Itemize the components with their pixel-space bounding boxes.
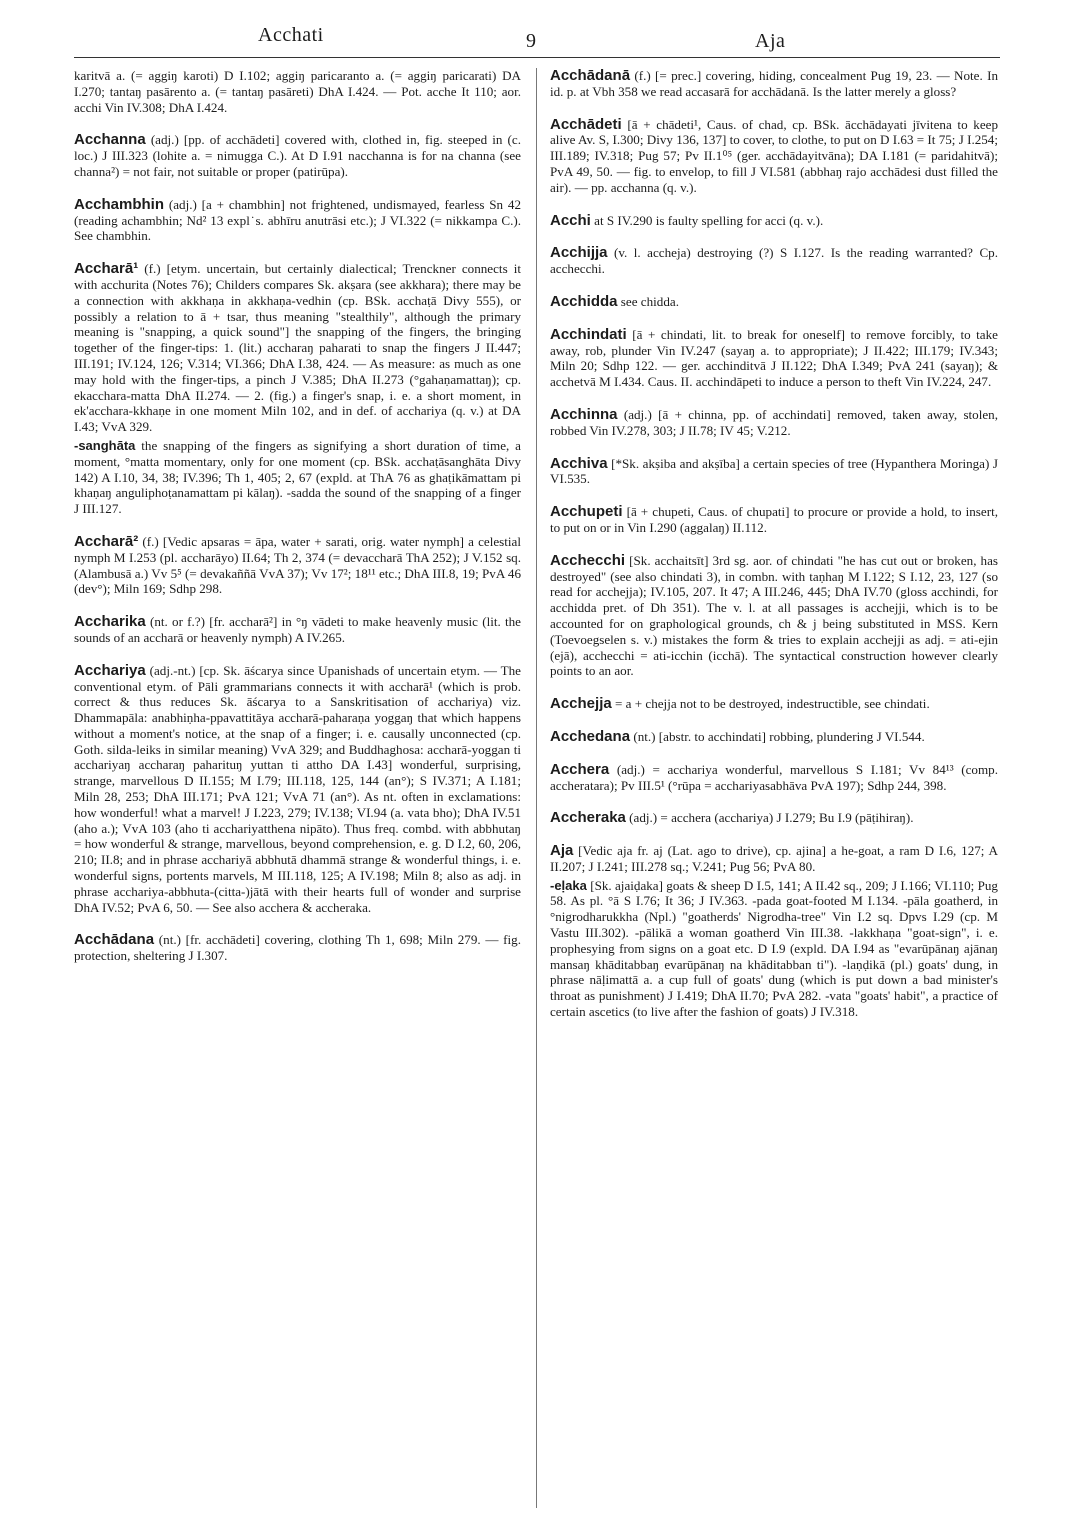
dictionary-entry: [550, 504, 998, 536]
entry-definition: (adj.) [ā + chinna, pp. of acchindati] removed, taken away, stolen, robbed Vin IV.278, 303; J II.78; IV 45; V.212.: [550, 406, 998, 438]
entry-definition: (nt.) [fr. acchādeti] covering, clothing Th 1, 698; Miln 279. — fig. protection, sheltering J I.307.: [74, 932, 521, 964]
entry-headword: Acchanna: [74, 131, 146, 149]
header-rule: [74, 57, 1000, 58]
dictionary-entry: [550, 762, 998, 794]
entry-headword: Acchijja: [550, 244, 608, 262]
entry-headword: Acchambhin: [74, 195, 165, 213]
entry-headword: Accharā¹: [74, 260, 139, 278]
entry-headword: Acchejja: [550, 695, 612, 713]
dictionary-entry: [550, 696, 998, 712]
entry-definition: (adj.-nt.) [cp. Sk. āścarya since Upanishads of uncertain etym. — The conventional etym. of Pāli grammarians connects it with accharā¹ (which is prob. correct & thus reduces Sk. āścarya to a Sanskritisation of acchariya) viz. Dhammapāla: anabhiṇha-ppavattitāya accharā-paharaṇa yoggaŋ that which happens without a moment's notice, at the snap of a finger; i. e. causally unconnected (cp. Goth. silda-leiks in similar meaning) VvA 329; and Buddhaghosa: accharā-yoggan ti acchariyaŋ accharaŋ paharituŋ yuttan ti attho DA I.43] wonderful, surprising, strange, marvellous D II.155; M I.79; III.118, 125, 144 (an°); S IV.371; A I.181; Miln 28, 253; DhA III.171; PvA 121; VvA 71 (an°). As nt. often in exclamations: how wonderful! what a marvel! J I.223, 279; IV.138; VI.94 (a. vata bho); DhA IV.51 (aho a.); VvA 103 (aho ti acchariyatthena nipāto). Thus freq. combd. with abbhutaŋ = how wonderful & strange, marvellous, beyond comprehension, e. g. D I.2, 60, 206, 210; II.8; and in phrase acchariyā abbhutā dhammā strange & wonderful things, i. e. wonderful signs, portents marvels, M III.118, 125; A IV.198; Miln 8; also as adj. in phrase acchariya-abbhuta-(citta-)jātā with their hearts full of wonder and surprise DhA IV.52; PvA 6, 50. — See also acchera & accheraka.: [74, 662, 521, 915]
entry-headword: Acchādana: [74, 931, 155, 949]
entry-definition: (adj.) [pp. of acchādeti] covered with, clothed in, fig. steeped in (c. loc.) J III.323 (lohite a. = nimugga C.). At D I.91 nacchanna is for na channa (see channa²) = not fair, not suitable or proper (patirūpa).: [74, 132, 521, 179]
entry-definition: (f.) [etym. uncertain, but certainly dialectical; Trenckner connects it with acchurita (Notes 76); Childers compares Sk. akṣara (see akkhara); there may be a connection with akkhaṇa in akkhaṇa-vedhin (cp. BSk. acchaṭā Divy 555), or possibly a relation to ā + tsar, thus meaning "stealthily", although the primary meaning is "snapping, a quick sound"] the snapping of the fingers, the bringing together of the finger-tips: 1. (lit.) accharaŋ paharati to snap the fingers J II.447; III.191; IV.124, 126; V.314; VI.366; DhA I.38, 424. — As measure: as much as one may hold with the finger-tips, a pinch J V.385; DhA II.273 (°gahaṇamattaŋ); cp. ekacchara-matta DhA II.274. — 2. (fig.) a finger's snap, i. e. a short moment, in ek'acchara-kkhaṇe in one moment Miln 102, and in def. of acchariya (q. v.) at DA I.43; VvA 329.: [74, 261, 521, 435]
entry-headword: Acchupeti: [550, 503, 623, 521]
entry-definition: [*Sk. akṣiba and akṣība] a certain species of tree (Hypanthera Moringa) J VI.535.: [550, 455, 998, 487]
entry-headword: Accharā²: [74, 532, 139, 550]
entry-headword: Acchariya: [74, 661, 146, 679]
dictionary-entry: [550, 294, 998, 310]
left-guideword: Acchati: [258, 24, 324, 46]
entry-definition: (v. l. accheja) destroying (?) S I.127. Is the reading warranted? Cp. acchecchi.: [550, 245, 998, 277]
dictionary-entry: [74, 534, 521, 597]
dictionary-entry: [550, 245, 998, 277]
dictionary-entry: [550, 68, 998, 100]
entry-definition: [Vedic aja fr. aj (Lat. ago to drive), cp. ajina] a he-goat, a ram D I.6, 127; A II.207; J I.241; III.278 sq.; V.241; Pug 56; PvA 80.: [550, 843, 998, 874]
entry-headword: Acchiva: [550, 454, 608, 472]
dictionary-entry: [74, 68, 521, 115]
dictionary-entry: [550, 456, 998, 488]
entry-definition: (adj.) [a + chambhin] not frightened, undismayed, fearless Sn 42 (reading achambhin; Nd² 13 expl˙s. abhīru anutrāsi etc.); J VI.322 (= nikkampa C.). See chambhin.: [74, 196, 521, 244]
column-divider: [536, 68, 537, 1508]
dictionary-entry: [74, 663, 521, 916]
entry-headword: Accharika: [74, 613, 146, 631]
entry-headword: Acchecchi: [550, 551, 626, 569]
dictionary-subentry: [550, 878, 998, 1020]
dictionary-entry: [74, 614, 521, 646]
dictionary-entry: [550, 729, 998, 745]
entry-definition: [ā + chindati, lit. to break for oneself] to remove forcibly, to take away, rob, plunder Vin IV.247 (sayaŋ a. to appropriate); J II.422; III.179; IV.343; Miln 20; Sdhp 122. — ger. acchinditvā J II.122; DhA I.349; PvA 241 (sayaŋ); & acchetvā M I.434. Caus. II. acchindāpeti to induce a person to theft Vin IV.224, 247.: [550, 326, 998, 390]
entry-headword: -sanghāta: [74, 437, 136, 453]
entry-definition: [ā + chupeti, Caus. of chupati] to procure or provide a hold, to insert, to put on or in Vin I.290 (aggalaŋ) II.112.: [550, 504, 998, 535]
entry-definition: = a + chejja not to be destroyed, indestructible, see chindati.: [614, 696, 930, 712]
entry-definition: (adj.) = acchera (acchariya) J I.279; Bu I.9 (pāṭihiraŋ).: [629, 810, 914, 826]
entry-headword: -eḷaka: [550, 877, 587, 893]
entry-headword: Acchinna: [550, 405, 618, 423]
entry-headword: Aja: [550, 842, 574, 860]
dictionary-entry: [74, 932, 521, 964]
entry-definition: (nt.) [abstr. to acchindati] robbing, plundering J VI.544.: [633, 728, 925, 744]
entry-headword: Acchindati: [550, 325, 627, 343]
entry-definition: see chidda.: [620, 293, 679, 309]
entry-definition: [Sk. ajaiḍaka] goats & sheep D I.5, 141; A II.42 sq., 209; J I.166; VI.110; Pug 58. As pl. °ā S I.76; It 36; J IV.363. -pada goat-footed M I.134. -pāla goatherd, in °nigrodharukkha (Npl.) "goatherds' Nigrodha-tree" Vin I.2 sq. Dpvs I.29 (cp. M Vastu III.302). -pālikā a woman goatherd Vin III.38. -lakkhaṇa "goat-sign", i. e. prophesying from signs on a goat etc. D I.9 (expld. DA I.94 as "evarūpānaŋ ajānaŋ mansaŋ khāditabbaŋ evarūpānaŋ na khāditabban ti"). -laṇḍikā (pl.) goats' dung, in phrase nāḷimattā a. a cup full of goats' dung (which is put down a bad minister's throat as punishment) J I.419; DhA II.70; PvA 282. -vata "goats' habit", a practice of certain ascetics (to live after the fashion of goats) J IV.318.: [550, 877, 998, 1020]
dictionary-entry: [74, 132, 521, 179]
entry-headword: Acchādanā: [550, 67, 631, 84]
entry-definition: (adj.) = acchariya wonderful, marvellous S I.181; Vv 84¹³ (comp. accheratara); Pv III.5¹ (°rūpa = acchariyasabhāva PvA 197); Sdhp 244, 398.: [550, 761, 998, 793]
right-guideword: Aja: [755, 30, 786, 52]
entry-headword: Acchera: [550, 760, 610, 778]
dictionary-entry: [74, 197, 521, 244]
page-number: 9: [526, 30, 536, 52]
dictionary-entry: [550, 117, 998, 196]
dictionary-entry: [550, 810, 998, 826]
dictionary-entry: [550, 843, 998, 875]
dictionary-entry: [550, 213, 998, 229]
entry-definition: (f.) [= prec.] covering, hiding, concealment Pug 19, 23. — Note. In id. p. at Vbh 358 we read accasarā for acchādanā. Is the latter merely a gloss?: [550, 68, 998, 99]
entry-headword: Acchedana: [550, 727, 631, 745]
dictionary-entry: [74, 261, 521, 435]
dictionary-entry: [550, 407, 998, 439]
entry-headword: Accheraka: [550, 809, 626, 827]
dictionary-entry: [550, 327, 998, 390]
entry-definition: [ā + chādeti¹, Caus. of chad, cp. BSk. ācchādayati jīvitena to keep alive Av. S, I.300; Divy 136, 137] to cover, to clothe, to put on D I.63 = It 75; J I.254; III.189; IV.318; Pug 57; Pv II.1⁰⁵ (ger. acchādayitvāna); DA I.181 (= paridahitvā); PvA 49, 50. — fig. to envelop, to fill J VI.581 (abbhaŋ rajo acchādesi dust filled the air). — pp. acchanna (q. v.).: [550, 116, 998, 195]
entry-definition: (f.) [Vedic apsaras = āpa, water + sarati, orig. water nymph] a celestial nymph M I.253 (pl. accharāyo) II.64; Th 2, 374 (= devaccharā ThA 252); J V.152 sq. (Alambusā a.) Vv 5⁵ (= devakaññā VvA 37); Vv 17²; 18¹¹ etc.; DhA III.8, 19; PvA 46 (dev°); Miln 169; Sdhp 298.: [74, 533, 521, 597]
entry-headword: Acchidda: [550, 292, 618, 310]
left-column: [74, 68, 521, 981]
entry-definition: at S IV.290 is faulty spelling for acci (q. v.).: [594, 212, 824, 228]
entry-definition: karitvā a. (= aggiŋ karoti) D I.102; aggiŋ paricaranto a. (= aggiŋ paricarati) DA I.270; tantaŋ pasārento a. (= tantaŋ pasāreti) DhA I.424. — Pot. acche It 110; aor. acchi Vin IV.308; DhA I.424.: [74, 68, 521, 115]
right-column: [550, 68, 998, 1037]
dictionary-entry: [550, 553, 998, 679]
entry-headword: Acchādeti: [550, 115, 622, 133]
entry-headword: Acchi: [550, 211, 591, 229]
entry-definition: (nt. or f.?) [fr. accharā²] in °ŋ vādeti to make heavenly music (lit. the sounds of an accharā or heavenly nymph) A IV.265.: [74, 614, 521, 645]
entry-definition: the snapping of the fingers as signifying a short duration of time, a moment, °matta momentary, only for one moment (cp. BSk. acchaṭāsanghāta Divy 142) A I.10, 34, 38; IV.396; Th 1, 405; 2, 67 (expld. at ThA 76 as ghaṭikāmattam pi khaṇaŋ anguliphoṭanamattam pi kālaŋ). -sadda the sound of the snapping of a finger J III.127.: [74, 437, 521, 517]
dictionary-subentry: [74, 438, 521, 517]
entry-definition: [Sk. acchaitsīt] 3rd sg. aor. of chindati "he has cut out or broken, has destroyed" (see also chindati 3), in combn. with taṇhaŋ M I.122; S I.12, 23, 127 (so read for acchejja); IV.105, 207. It 47; A III.246, 445; DhA IV.70 (gloss acchindi, for acchidda pret. of Dh 351). The v. l. at all passages is acchejji, which is to be accounted for on graphological grounds, ch & j being substituted in MSS. Kern (Toevoegselen s. v.) mistakes the form & tries to explain acchejji as adj. = ati-ejin (ejā), acchecchi = ati-icchin (icchā). The syntactical construction however clearly points to an aor.: [550, 552, 998, 679]
page-header: [0, 0, 1073, 60]
